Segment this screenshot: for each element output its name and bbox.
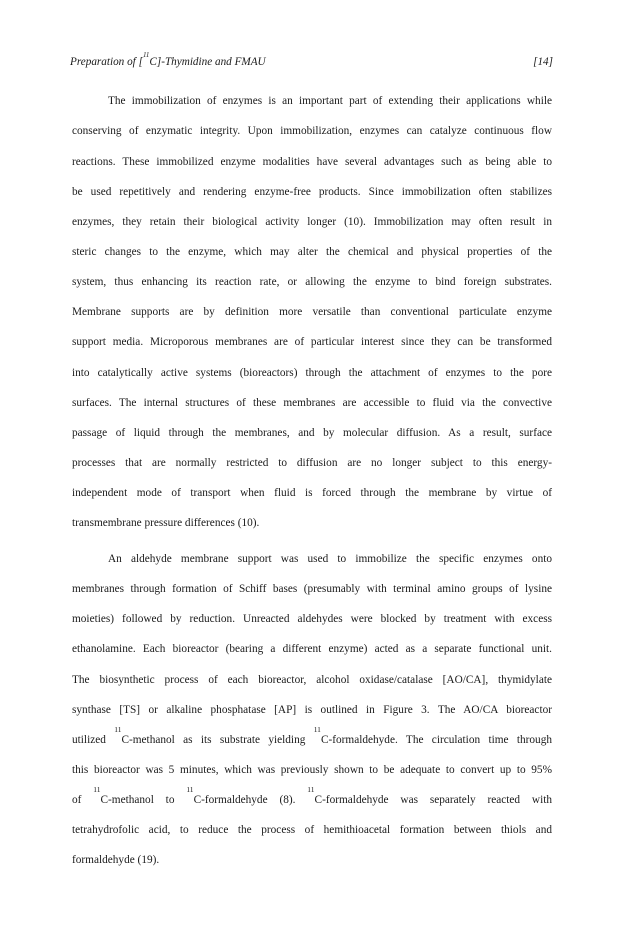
page-number: [14] (533, 56, 553, 68)
running-header (70, 51, 553, 74)
para1-line: transmembrane pressure differences (10). (72, 517, 260, 529)
para1-line: be used repetitively and rendering enzyme-free products. Since immobilization often stabilizes (72, 186, 552, 198)
isotope-superscript: 11 (186, 785, 194, 794)
para1-line: passage of liquid through the membranes, and by molecular diffusion. As a result, surface (72, 427, 552, 439)
para2-line (72, 725, 552, 748)
para1-line: The immobilization of enzymes is an important part of extending their applications while (108, 95, 552, 107)
para1-line: Membrane supports are by definition more versatile than conventional particulate enzyme (72, 306, 552, 318)
text-segment: C-formaldehyde (8). (193, 794, 308, 806)
header-title (70, 51, 266, 68)
para1-line: processes that are normally restricted to diffusion are no longer subject to this energy- (72, 457, 552, 469)
text-segment: C-methanol as its substrate yielding (121, 734, 314, 746)
para2-line: moieties) followed by reduction. Unreacted aldehydes were blocked by treatment with excess (72, 613, 552, 625)
para2-line: this bioreactor was 5 minutes, which was previously shown to be adequate to convert up to 95% (72, 764, 552, 776)
para1-line: reactions. These immobilized enzyme modalities have several advantages such as being able to (72, 156, 552, 168)
para1-line: enzymes, they retain their biological activity longer (10). Immobilization may often result in (72, 216, 552, 228)
header-title-post: C]-Thymidine and FMAU (149, 56, 266, 68)
para2-line: An aldehyde membrane support was used to immobilize the specific enzymes onto (108, 553, 552, 565)
header-title-pre: Preparation of [ (70, 56, 143, 68)
isotope-superscript: 11 (93, 785, 101, 794)
para1-line: independent mode of transport when fluid is forced through the membrane by virtue of (72, 487, 552, 499)
para2-line: tetrahydrofolic acid, to reduce the process of hemithioacetal formation between thiols and (72, 824, 552, 836)
para2-line: membranes through formation of Schiff bases (presumably with terminal amino groups of lysine (72, 583, 552, 595)
text-segment: C-formaldehyde. The circulation time through (320, 734, 552, 746)
text-segment: C-formaldehyde was separately reacted with (314, 794, 552, 806)
para1-line: system, thus enhancing its reaction rate, or allowing the enzyme to bind foreign substrates. (72, 276, 552, 288)
para1-line: surfaces. The internal structures of these membranes are accessible to fluid via the convective (72, 397, 552, 409)
para1-line: into catalytically active systems (bioreactors) through the attachment of enzymes to the pore (72, 367, 552, 379)
para2-line: synthase [TS] or alkaline phosphatase [AP] is outlined in Figure 3. The AO/CA bioreactor (72, 704, 552, 716)
para2-line (72, 785, 552, 808)
text-segment: of (72, 794, 94, 806)
para1-line: conserving of enzymatic integrity. Upon immobilization, enzymes can catalyze continuous flow (72, 125, 552, 137)
text-segment: C-methanol to (100, 794, 187, 806)
isotope-superscript: 11 (313, 725, 321, 734)
text-segment: utilized (72, 734, 115, 746)
para2-line: ethanolamine. Each bioreactor (bearing a different enzyme) acted as a separate functional unit. (72, 643, 552, 655)
header-title-sup: 11 (142, 51, 150, 59)
para1-line: support media. Microporous membranes are of particular interest since they can be transformed (72, 336, 552, 348)
para1-line: steric changes to the enzyme, which may alter the chemical and physical properties of the (72, 246, 552, 258)
para2-line: formaldehyde (19). (72, 854, 160, 866)
isotope-superscript: 11 (307, 785, 315, 794)
para2-line: The biosynthetic process of each bioreactor, alcohol oxidase/catalase [AO/CA], thymidylate (72, 674, 552, 686)
isotope-superscript: 11 (114, 725, 122, 734)
